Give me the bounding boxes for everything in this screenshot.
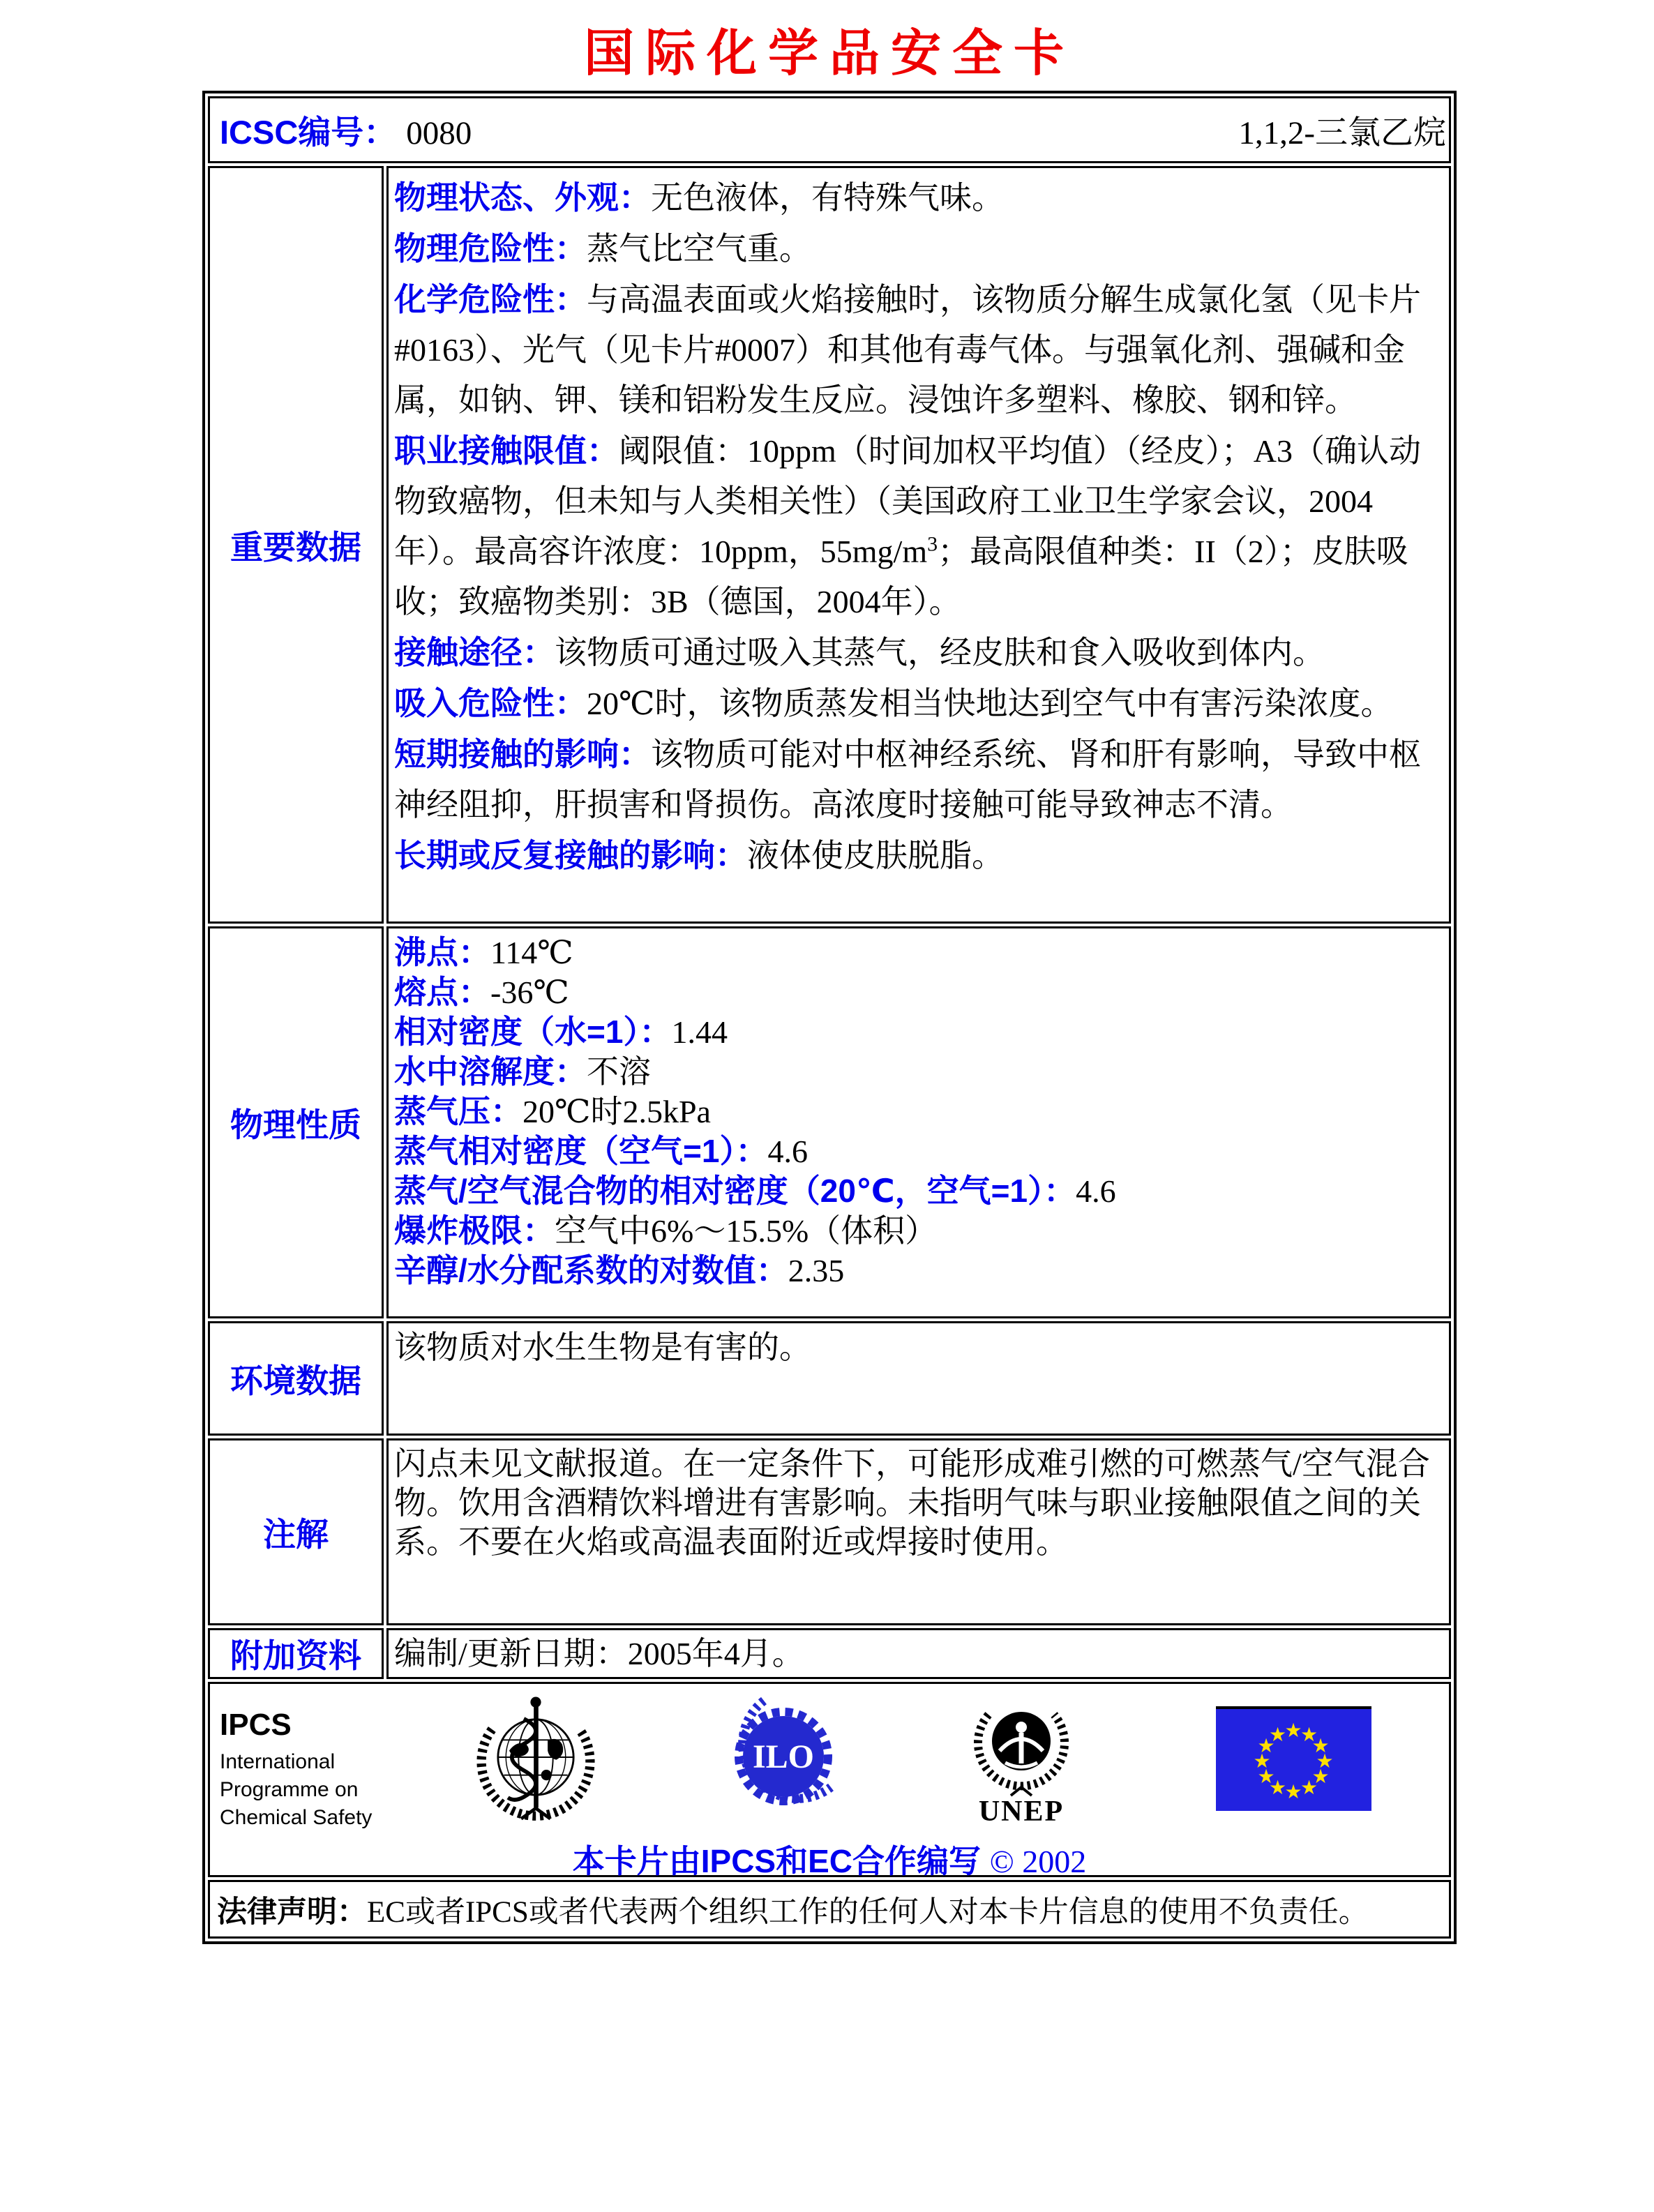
field-chemical-danger	[394, 274, 1443, 426]
section-label-environment	[208, 1321, 384, 1436]
section-label-physical	[208, 926, 384, 1318]
field-label: 蒸气压：	[394, 1093, 522, 1129]
field-vapor-pressure	[394, 1092, 1443, 1131]
legal-cell	[208, 1880, 1451, 1939]
footer-logos-row	[208, 1682, 1451, 1877]
field-water-solubility	[394, 1052, 1443, 1092]
field-label: 长期或反复接触的影响：	[394, 837, 747, 873]
field-value: 2.35	[788, 1253, 845, 1288]
icsc-number-label: ICSC编号：	[220, 113, 397, 151]
ilo-logo-icon	[719, 1692, 834, 1839]
section-content-environment	[386, 1321, 1451, 1436]
field-value: 该物质可通过吸入其蒸气，经皮肤和食入吸收到体内。	[555, 635, 1325, 670]
section-label-notes	[208, 1438, 384, 1625]
field-octanol-water	[394, 1251, 1443, 1291]
svg-text:★: ★	[1300, 1776, 1318, 1799]
field-value: 20℃时2.5kPa	[522, 1094, 711, 1129]
svg-text:★: ★	[1257, 1734, 1275, 1757]
field-melting-point	[394, 972, 1443, 1012]
header-cell	[208, 96, 1451, 163]
legal-label: 法律声明：	[217, 1895, 367, 1929]
svg-text:★: ★	[1311, 1734, 1330, 1757]
physical-properties-row	[208, 926, 1451, 1318]
credit-copyright: © 2002	[989, 1844, 1087, 1879]
legal-row	[208, 1880, 1451, 1939]
field-label: 物理危险性：	[394, 230, 587, 266]
field-value: 4.6	[1076, 1173, 1116, 1209]
field-short-term-effects	[394, 729, 1443, 830]
important-data-row	[208, 166, 1451, 924]
unep-logo-icon	[969, 1691, 1074, 1828]
field-label: 短期接触的影响：	[394, 736, 651, 772]
page-title: 国际化学品安全卡	[583, 26, 1075, 82]
field-label: 爆炸极限：	[394, 1212, 555, 1249]
svg-text:★: ★	[1316, 1750, 1334, 1773]
section-label-text: 物理性质	[230, 1106, 361, 1143]
ilo-letters: ILO	[752, 1738, 815, 1775]
svg-text:★: ★	[1268, 1776, 1287, 1799]
svg-text:★: ★	[1284, 1780, 1302, 1803]
environment-text: 该物质对水生生物是有害的。	[394, 1330, 811, 1365]
section-content-notes	[386, 1438, 1451, 1625]
legal-text: EC或者IPCS或者代表两个组织工作的任何人对本卡片信息的使用不负责任。	[367, 1895, 1369, 1929]
icsc-table	[202, 91, 1457, 1944]
who-logo-icon	[469, 1691, 602, 1827]
svg-text:★: ★	[1257, 1765, 1275, 1788]
field-value: 无色液体，有特殊气味。	[651, 180, 1004, 216]
section-content-important	[386, 166, 1451, 924]
field-occupational-limits	[394, 426, 1443, 627]
icsc-number-group	[220, 107, 472, 153]
field-vapor-air-density	[394, 1171, 1443, 1211]
unep-label: UNEP	[978, 1796, 1065, 1828]
field-value: 114℃	[490, 935, 573, 970]
field-label: 相对密度（水=1）：	[394, 1014, 672, 1050]
field-value: 20℃时，该物质蒸发相当快地达到空气中有害污染浓度。	[587, 686, 1393, 721]
field-physical-danger	[394, 223, 1443, 274]
field-label: 接触途径：	[394, 634, 555, 670]
field-value: 与高温表面或火焰接触时，该物质分解生成氯化氢（见卡片#0163）、光气（见卡片#0007）和其他有毒气体。与强氧化剂、强碱和金属，如钠、钾、镁和铝粉发生反应。浸蚀许多塑料、橡胶、钢和锌。	[394, 282, 1421, 418]
field-label: 蒸气相对密度（空气=1）：	[394, 1133, 768, 1169]
svg-text:★: ★	[1284, 1719, 1302, 1742]
field-boiling-point	[394, 933, 1443, 972]
additional-info-row	[208, 1628, 1451, 1679]
svg-text:★: ★	[1311, 1765, 1330, 1788]
credit-text: 本卡片由IPCS和EC合作编写	[572, 1843, 982, 1879]
svg-text:★: ★	[1253, 1750, 1271, 1773]
field-value: 4.6	[767, 1134, 808, 1169]
section-label-text: 注解	[263, 1515, 329, 1553]
field-label: 蒸气/空气混合物的相对密度（20℃，空气=1）：	[394, 1173, 1076, 1209]
icsc-number-value: 0080	[406, 114, 472, 151]
field-vapor-density	[394, 1131, 1443, 1171]
field-label: 熔点：	[394, 974, 490, 1010]
field-label: 化学危险性：	[394, 281, 587, 317]
section-label-text: 附加资料	[230, 1637, 361, 1674]
ipcs-line: Chemical Safety	[220, 1806, 373, 1829]
svg-text:★: ★	[1300, 1723, 1318, 1746]
field-value: 1.44	[671, 1014, 728, 1050]
ipcs-line: Programme on	[220, 1778, 359, 1801]
footer-logos-cell	[208, 1682, 1451, 1877]
section-label-text: 环境数据	[230, 1362, 361, 1399]
field-value: 阈限值：10ppm（时间加权平均值）（经皮）；A3（确认动物致癌物，但未知与人类相关性）（美国政府工业卫生学家会议，2004年）。最高容许浓度：10ppm，55mg/m	[394, 433, 1421, 569]
section-label-important	[208, 166, 384, 924]
field-label: 物理状态、外观：	[394, 179, 651, 216]
credit-line	[210, 1836, 1449, 1882]
field-value: 液体使皮肤脱脂。	[747, 838, 1004, 873]
field-physical-state	[394, 172, 1443, 223]
superscript-3: 3	[927, 532, 938, 556]
field-value: 该物质可能对中枢神经系统、肾和肝有影响，导致中枢神经阻抑，肝损害和肾损伤。高浓度时接触可能导致神志不清。	[394, 737, 1421, 822]
environmental-data-row	[208, 1321, 1451, 1436]
svg-text:★: ★	[1268, 1723, 1287, 1746]
legal-text-block	[217, 1888, 1369, 1931]
header-row	[208, 96, 1451, 163]
field-label: 辛醇/水分配系数的对数值：	[394, 1252, 788, 1288]
eu-flag-icon	[1216, 1706, 1371, 1814]
field-inhalation-risk	[394, 678, 1443, 729]
field-exposure-routes	[394, 627, 1443, 678]
field-label: 水中溶解度：	[394, 1053, 587, 1090]
field-value: 蒸气比空气重。	[587, 231, 811, 266]
field-explosive-limits	[394, 1211, 1443, 1251]
section-content-physical	[386, 926, 1451, 1318]
field-label: 职业接触限值：	[394, 432, 619, 469]
field-value: 空气中6%～15.5%（体积）	[555, 1213, 938, 1249]
notes-text: 闪点未见文献报道。在一定条件下，可能形成难引燃的可燃蒸气/空气混合物。饮用含酒精饮料增进有害影响。未指明气味与职业接触限值之间的关系。不要在火焰或高温表面附近或焊接时使用。	[394, 1446, 1430, 1560]
section-label-text: 重要数据	[230, 528, 361, 566]
field-value: 不溶	[587, 1054, 651, 1090]
chemical-name: 1,1,2-三氯乙烷	[1238, 114, 1446, 151]
field-relative-density	[394, 1012, 1443, 1052]
field-long-term-effects	[394, 830, 1443, 881]
ipcs-full-name	[220, 1748, 372, 1832]
field-label: 沸点：	[394, 934, 490, 970]
field-value-continued: ；最高限值种类：II（2）；皮肤吸收；致癌物类别：3B（德国，2004年）。	[394, 534, 1408, 619]
additional-text: 编制/更新日期：2005年4月。	[394, 1635, 804, 1671]
ipcs-line: International	[220, 1750, 336, 1773]
notes-row	[208, 1438, 1451, 1625]
section-label-additional	[208, 1628, 384, 1679]
ipcs-abbreviation: IPCS	[220, 1708, 292, 1742]
field-value: -36℃	[490, 975, 569, 1010]
section-content-additional	[386, 1628, 1451, 1679]
field-label: 吸入危险性：	[394, 685, 587, 721]
